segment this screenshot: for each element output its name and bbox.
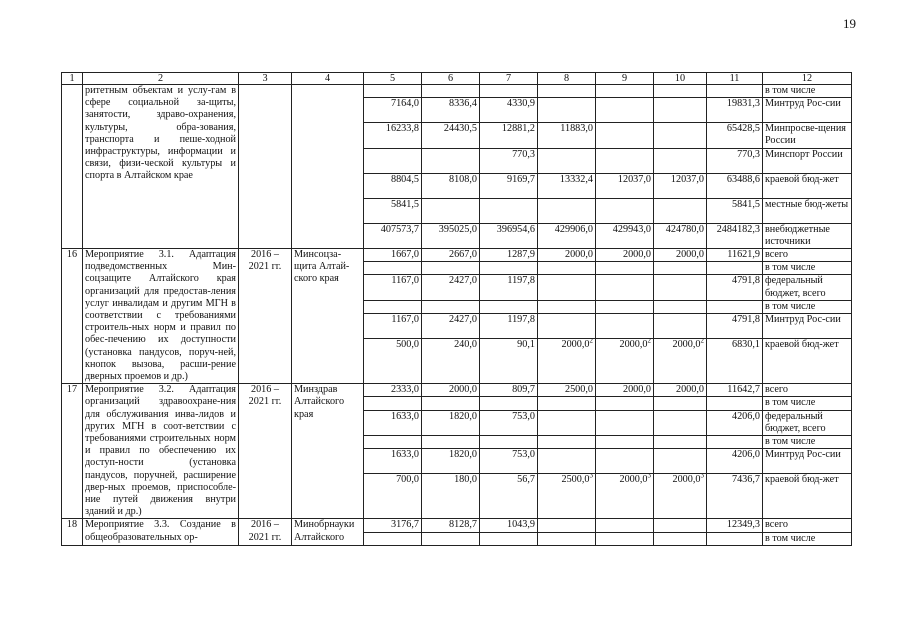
footnote-mark: 3 [700,473,704,480]
period-cell [239,85,292,249]
value-cell [480,397,538,410]
row-number-cell: 16 [62,249,83,384]
value-text: 429943,0 [612,223,651,235]
value-text: 12037,0 [670,173,704,185]
row-number-cell: 18 [62,519,83,545]
value-cell [480,384,538,397]
measure-description-cell: Мероприятие 3.1. Адаптация подведомственных Мин-соцзащите Алтайского края организаций для предостав-ления услуг инвалидам и другим МГН в соответствии с требованиями строитель-ных норм и правил по обес-печению их доступности (установка пандусов, поруч-ней, кнопок вызова, расши-рение дверных проемов и др.) [83,249,239,384]
value-cell [596,148,654,173]
value-cell [707,275,763,300]
value-cell [707,449,763,474]
value-cell [422,436,480,449]
value-cell [422,519,480,532]
value-cell [707,410,763,435]
value-cell [707,85,763,98]
value-cell [596,275,654,300]
value-cell [480,262,538,275]
value-text: 11621,9 [727,249,760,261]
value-cell [707,339,763,384]
value-cell [538,384,596,397]
value-cell [538,449,596,474]
value-cell [596,173,654,198]
value-cell [422,397,480,410]
value-text: 2000,0 [619,339,648,351]
value-cell [364,474,422,519]
value-text: 407573,7 [380,223,419,235]
value-cell [707,519,763,532]
value-cell [654,123,707,148]
funding-source-cell: в том числе [763,85,852,98]
column-header: 4 [292,73,364,85]
value-text: 2000,0 [675,384,704,396]
value-text: 500,0 [396,339,419,351]
value-cell [480,275,538,300]
value-text: 4206,0 [731,449,760,461]
value-cell [596,397,654,410]
funding-source-cell: в том числе [763,532,852,545]
value-cell [480,223,538,248]
value-text: 2427,0 [448,275,477,287]
value-text: 2000,0 [672,339,701,351]
funding-source-cell: в том числе [763,262,852,275]
column-header: 8 [538,73,596,85]
value-cell [707,223,763,248]
footnote-mark: 2 [700,338,704,345]
value-cell [364,532,422,545]
column-header: 1 [62,73,83,85]
value-cell [654,262,707,275]
column-header: 3 [239,73,292,85]
value-text: 6830,1 [731,339,760,351]
table-row [62,85,852,98]
value-text: 2484182,3 [716,223,760,235]
value-text: 4791,8 [731,275,760,287]
value-text: 1667,0 [390,249,419,261]
value-text: 1633,0 [390,410,419,422]
footnote-mark: 2 [647,338,651,345]
column-header: 2 [83,73,239,85]
column-header: 5 [364,73,422,85]
value-cell [422,410,480,435]
value-cell [654,98,707,123]
value-text: 19831,3 [726,98,760,110]
value-cell [654,85,707,98]
value-cell [654,449,707,474]
page-number: 19 [843,16,856,31]
value-cell [480,314,538,339]
value-cell [654,300,707,313]
value-cell [538,173,596,198]
value-text: 3176,7 [390,519,419,531]
value-cell [538,339,596,384]
value-cell [654,474,707,519]
value-text: 2000,0 [564,249,593,261]
value-text: 12349,3 [726,519,760,531]
footnote-mark: 3 [647,473,651,480]
value-cell [480,449,538,474]
table-row [62,384,852,397]
value-cell [480,148,538,173]
value-cell [364,275,422,300]
row-number-cell: 17 [62,384,83,519]
value-cell [707,123,763,148]
value-cell [538,519,596,532]
value-cell [654,223,707,248]
value-cell [480,410,538,435]
value-text: 753,0 [512,410,535,422]
value-cell [422,300,480,313]
value-cell [364,123,422,148]
value-text: 8804,5 [390,173,419,185]
table-row [62,249,852,262]
value-cell [364,410,422,435]
value-text: 2000,0 [622,249,651,261]
value-cell [538,249,596,262]
value-text: 8128,7 [448,519,477,531]
value-cell [422,223,480,248]
value-text: 12881,2 [501,123,535,135]
value-cell [422,474,480,519]
value-cell [538,397,596,410]
value-text: 65428,5 [726,123,760,135]
value-cell [480,300,538,313]
value-cell [422,339,480,384]
value-text: 753,0 [512,449,535,461]
value-cell [654,148,707,173]
value-cell [654,339,707,384]
value-text: 2333,0 [390,384,419,396]
value-text: 180,0 [454,474,477,486]
value-text: 2000,0 [619,474,648,486]
value-text: 1197,8 [507,275,535,287]
value-cell [364,98,422,123]
value-text: 429906,0 [554,223,593,235]
value-cell [538,198,596,223]
value-cell [596,198,654,223]
column-header: 11 [707,73,763,85]
table-body [62,73,852,546]
value-cell [364,262,422,275]
value-cell [538,148,596,173]
value-cell [538,123,596,148]
value-cell [654,275,707,300]
value-text: 770,3 [737,148,760,160]
funding-source-cell: в том числе [763,300,852,313]
footnote-mark: 3 [589,473,593,480]
value-cell [538,85,596,98]
value-cell [538,223,596,248]
value-text: 1167,0 [391,275,419,287]
value-cell [596,532,654,545]
value-cell [480,173,538,198]
value-cell [364,314,422,339]
value-cell [707,384,763,397]
value-cell [596,314,654,339]
value-cell [480,519,538,532]
value-cell [538,436,596,449]
value-cell [654,410,707,435]
value-cell [707,198,763,223]
funding-source-cell: краевой бюд-жет [763,339,852,384]
value-cell [654,173,707,198]
funding-source-cell: краевой бюд-жет [763,474,852,519]
value-cell [707,262,763,275]
funding-source-cell: Минспорт России [763,148,852,173]
value-cell [364,148,422,173]
value-cell [596,123,654,148]
funding-source-cell: Минтруд Рос-сии [763,98,852,123]
value-text: 2000,0 [561,339,590,351]
value-cell [707,474,763,519]
value-cell [422,249,480,262]
value-text: 396954,6 [496,223,535,235]
value-text: 2427,0 [448,314,477,326]
value-cell [654,532,707,545]
funding-source-cell: Минпросве-щения России [763,123,852,148]
value-text: 5841,5 [390,198,419,210]
funding-source-cell: Минтруд Рос-сии [763,314,852,339]
column-header: 6 [422,73,480,85]
value-cell [596,339,654,384]
value-text: 240,0 [454,339,477,351]
value-cell [538,532,596,545]
value-cell [364,198,422,223]
value-text: 2000,0 [622,384,651,396]
value-cell [654,519,707,532]
value-cell [654,397,707,410]
value-cell [364,384,422,397]
value-cell [707,314,763,339]
funding-source-cell: местные бюд-жеты [763,198,852,223]
value-cell [364,249,422,262]
funding-source-cell: всего [763,249,852,262]
value-cell [538,300,596,313]
value-cell [707,173,763,198]
funding-source-cell: краевой бюд-жет [763,173,852,198]
value-cell [422,85,480,98]
executor-cell: Минсоцза-щита Алтай-ского края [292,249,364,384]
executor-cell: Минобрнауки Алтайского [292,519,364,545]
value-text: 9169,7 [506,173,535,185]
table-row [62,519,852,532]
column-header: 12 [763,73,852,85]
value-cell [654,384,707,397]
value-cell [654,314,707,339]
value-cell [364,449,422,474]
value-cell [596,300,654,313]
value-text: 1167,0 [391,314,419,326]
value-text: 8336,4 [448,98,477,110]
value-cell [422,198,480,223]
value-cell [480,474,538,519]
funding-source-cell: Минтруд Рос-сии [763,449,852,474]
value-cell [422,148,480,173]
value-text: 1197,8 [507,314,535,326]
value-cell [480,249,538,262]
measure-description-cell: Мероприятие 3.3. Создание в общеобразовательных ор- [83,519,239,545]
value-cell [596,85,654,98]
value-text: 2000,0 [675,249,704,261]
value-cell [654,198,707,223]
value-cell [596,474,654,519]
value-cell [538,262,596,275]
value-cell [538,474,596,519]
period-cell: 2016 – 2021 гг. [239,249,292,384]
funding-source-cell: внебюджетные источники [763,223,852,248]
value-text: 12037,0 [617,173,651,185]
value-cell [707,249,763,262]
value-text: 13332,4 [559,173,593,185]
value-cell [596,384,654,397]
value-text: 2500,0 [561,474,590,486]
value-cell [364,223,422,248]
value-cell [596,449,654,474]
value-cell [422,275,480,300]
value-cell [422,173,480,198]
column-header: 10 [654,73,707,85]
measure-description-cell: ритетным объектам и услу-гам в сфере социальной за-щиты, занятости, здраво-охранения, культуры, обра-зования, транспорта и пеше-ходной инфраструктуры, информации и связи, физи-ческой культуры и спорта в Алтайском крае [83,85,239,249]
value-text: 809,7 [512,384,535,396]
value-cell [364,85,422,98]
value-text: 1633,0 [390,449,419,461]
funding-source-cell: всего [763,519,852,532]
value-text: 1820,0 [448,410,477,422]
value-text: 2000,0 [672,474,701,486]
funding-source-cell: всего [763,384,852,397]
value-text: 63488,6 [726,173,760,185]
column-header: 7 [480,73,538,85]
value-cell [596,519,654,532]
measure-description-cell: Мероприятие 3.2. Адаптация организаций здравоохране-ния для обслуживания инва-лидов и других МГН в соот-ветствии с требованиями строительных норм и правил по обеспечению их доступ-ности (установка пандусов, поручней, расширение двер-ных проемов, приспособле-ние путей движения внутри зданий и др.) [83,384,239,519]
value-cell [707,532,763,545]
value-cell [538,314,596,339]
value-cell [596,249,654,262]
value-text: 4330,9 [506,98,535,110]
period-cell: 2016 – 2021 гг. [239,384,292,519]
value-text: 56,7 [517,474,535,486]
value-cell [596,98,654,123]
value-cell [364,397,422,410]
value-cell [422,384,480,397]
value-text: 5841,5 [731,198,760,210]
funding-source-cell: в том числе [763,397,852,410]
value-text: 7436,7 [731,474,760,486]
column-header: 9 [596,73,654,85]
footnote-mark: 2 [589,338,593,345]
value-text: 4206,0 [731,410,760,422]
value-cell [480,532,538,545]
value-text: 2500,0 [564,384,593,396]
value-cell [364,300,422,313]
value-text: 2667,0 [448,249,477,261]
column-number-header-row [62,73,852,85]
executor-cell [292,85,364,249]
executor-cell: Минздрав Алтайского края [292,384,364,519]
value-cell [422,314,480,339]
value-cell [364,173,422,198]
value-cell [422,262,480,275]
funding-source-cell: в том числе [763,436,852,449]
value-cell [364,436,422,449]
funding-source-cell: федеральный бюджет, всего [763,275,852,300]
value-cell [596,223,654,248]
value-text: 11883,0 [560,123,593,135]
value-cell [480,123,538,148]
value-text: 7164,0 [390,98,419,110]
value-text: 4791,8 [731,314,760,326]
value-cell [596,410,654,435]
value-cell [538,275,596,300]
value-cell [707,148,763,173]
value-text: 770,3 [512,148,535,160]
value-cell [654,249,707,262]
value-cell [422,532,480,545]
value-cell [480,436,538,449]
value-cell [538,98,596,123]
value-cell [596,436,654,449]
funding-source-cell: федеральный бюджет, всего [763,410,852,435]
value-cell [538,410,596,435]
value-text: 90,1 [517,339,535,351]
value-cell [707,98,763,123]
value-cell [480,98,538,123]
value-text: 2000,0 [448,384,477,396]
value-text: 16233,8 [385,123,419,135]
value-cell [654,436,707,449]
row-number-cell [62,85,83,249]
value-cell [422,449,480,474]
value-cell [422,98,480,123]
value-cell [707,397,763,410]
value-text: 395025,0 [438,223,477,235]
value-cell [480,339,538,384]
value-cell [707,436,763,449]
value-text: 1820,0 [448,449,477,461]
funding-table [61,72,852,546]
value-text: 1043,9 [506,519,535,531]
value-cell [480,198,538,223]
value-cell [480,85,538,98]
value-text: 424780,0 [665,223,704,235]
value-cell [422,123,480,148]
value-text: 24430,5 [443,123,477,135]
value-text: 11642,7 [727,384,760,396]
value-text: 1287,9 [506,249,535,261]
value-cell [364,519,422,532]
value-cell [364,339,422,384]
value-text: 700,0 [396,474,419,486]
value-text: 8108,0 [448,173,477,185]
value-cell [707,300,763,313]
value-cell [596,262,654,275]
period-cell: 2016 – 2021 гг. [239,519,292,545]
